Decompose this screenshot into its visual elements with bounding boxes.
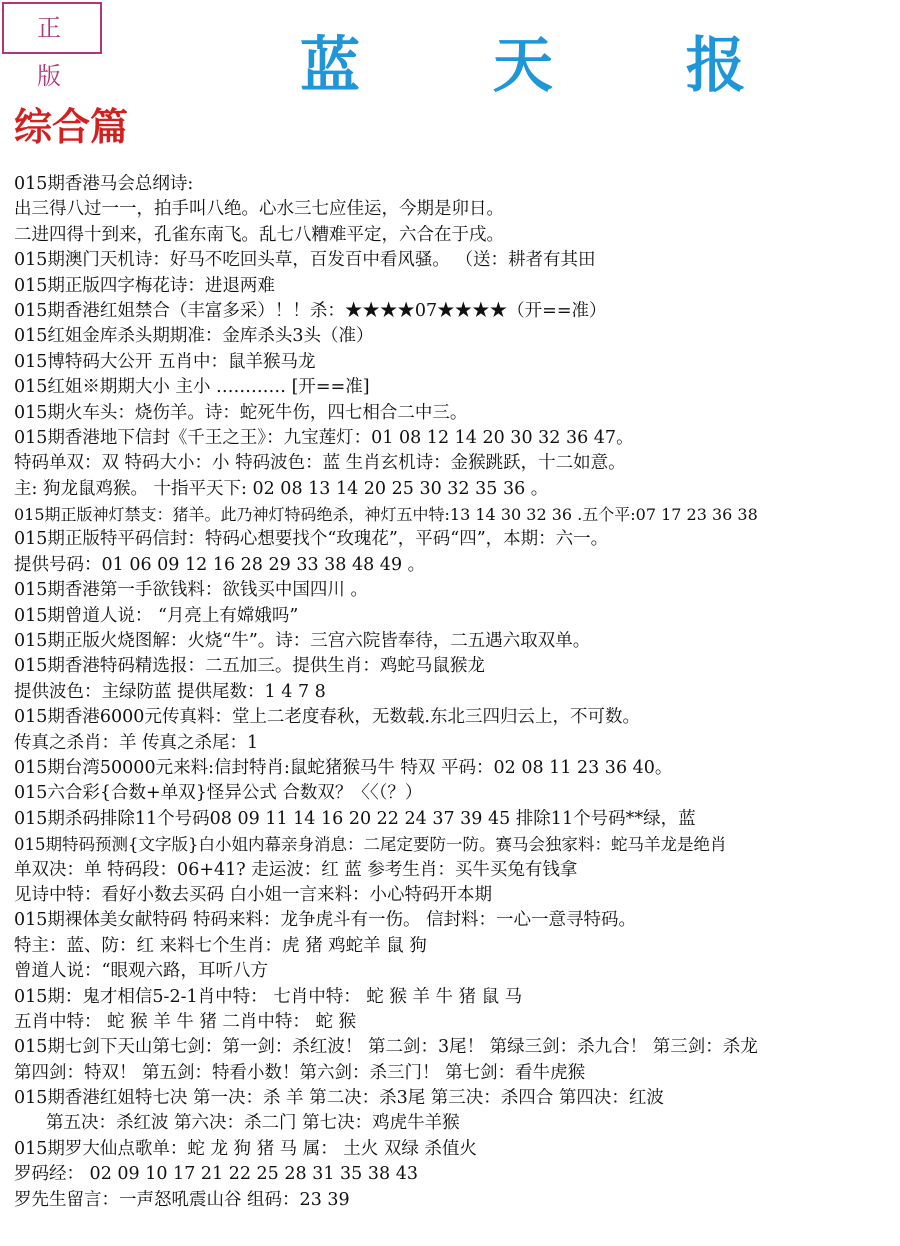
text-line: 015六合彩{合数+单双}怪异公式 合数双？〈〈（？） (14, 783, 423, 804)
text-line: 第四剑：特双！ 第五剑：特看小数！第六剑：杀三门！ 第七剑：看牛虎猴 (14, 1062, 586, 1083)
text-line: 015期正版特平码信封：特码心想要找个“玫瑰花”，平码“四”，本期：六一。 (14, 529, 609, 550)
text-line: 015期火车头：烧伤羊。诗：蛇死牛伤，四七相合二中三。 (14, 402, 468, 423)
text-line: 罗先生留言：一声怒吼震山谷 组码：23 39 (14, 1189, 350, 1210)
text-line: 015期七剑下天山第七剑：第一剑：杀红波！ 第二剑：3尾！ 第绿三剑：杀九合！ 第三剑：杀龙 (14, 1037, 758, 1058)
text-line: 015期香港特码精选报：二五加三。提供生肖：鸡蛇马鼠猴龙 (14, 656, 485, 677)
text-line: 015期：鬼才相信5-2-1肖中特： 七肖中特： 蛇 猴 羊 牛 猪 鼠 马 (14, 986, 523, 1007)
text-line: 015期罗大仙点歌单：蛇 龙 狗 猪 马 属： 土火 双绿 杀值火 (14, 1138, 477, 1159)
text-line: 见诗中特：看好小数去买码 白小姐一言来料：小心特码开本期 (14, 884, 493, 905)
text-line: 015期澳门天机诗：好马不吃回头草，百发百中看风骚。 （送：耕者有其田 (14, 250, 596, 271)
text-line: 015期香港6000元传真料：堂上二老度春秋，无数载.东北三四归云上，不可数。 (14, 707, 640, 728)
text-line: 015期香港红姐特七决 第一决：杀 羊 第二决：杀3尾 第三决：杀四合 第四决：红波 (14, 1088, 664, 1109)
text-line: 015期香港地下信封《千王之王》：九宝莲灯：01 08 12 14 20 30 32 36 47。 (14, 427, 634, 448)
text-line: 五肖中特： 蛇 猴 羊 牛 猪 二肖中特： 蛇 猴 (14, 1011, 357, 1032)
text-line: 曾道人说：“眼观六路，耳听八方 (14, 961, 268, 982)
text-line: 015期正版四字梅花诗：进退两难 (14, 275, 275, 296)
text-line: 二进四得十到来，孔雀东南飞。乱七八糟难平定，六合在于戌。 (14, 224, 504, 245)
text-line: 015期香港红姐禁合（丰富多采）！！杀：★★★★07★★★★（开==准） (14, 300, 607, 321)
text-line: 主: 狗龙鼠鸡猴。 十指平天下: 02 08 13 14 20 25 30 32 35 36 。 (14, 478, 549, 499)
text-line: 015期特码预测{文字版}白小姐内幕亲身消息：二尾定要防一防。赛马会独家料：蛇马羊龙是绝肖 (14, 835, 727, 855)
text-line: 单双决：单 特码段：06+41? 走运波：红 蓝 参考生肖：买牛买兔有钱拿 (14, 859, 578, 880)
article-body (14, 172, 896, 1213)
text-line: 特主：蓝、防：红 来料七个生肖：虎 猪 鸡蛇羊 鼠 狗 (14, 935, 427, 956)
text-line: 015期香港马会总纲诗: (14, 174, 194, 194)
text-line: 015期曾道人说： “月亮上有嫦娥吗” (14, 605, 299, 626)
text-line: 015期正版神灯禁支：猪羊。此乃神灯特码绝杀，神灯五中特:13 14 30 32 36 .五个平:07 17 23 36 38 (14, 505, 758, 525)
newspaper-title: 蓝 天 报 (300, 31, 802, 101)
text-line: 015期杀码排除11个号码08 09 11 14 16 20 22 24 37 39 45 排除11个号码**绿，蓝 (14, 808, 696, 829)
text-line: 015期正版火烧图解：火烧“牛”。诗：三宫六院皆奉待，二五遇六取双单。 (14, 631, 591, 652)
edition-badge: 正 版 (2, 2, 102, 54)
text-line: 罗码经： 02 09 10 17 21 22 25 28 31 35 38 43 (14, 1164, 418, 1185)
text-line: 015红姐金库杀头期期准：金库杀头3头（准） (14, 326, 374, 347)
text-line: 015红姐※期期大小 主小 ………… [开==准] (14, 377, 370, 398)
section-title: 综合篇 (14, 104, 129, 149)
text-line: 015博特码大公开 五肖中：鼠羊猴马龙 (14, 351, 316, 372)
text-line: 015期裸体美女献特码 特码来料：龙争虎斗有一伤。 信封料：一心一意寻特码。 (14, 910, 637, 931)
text-line: 特码单双：双 特码大小：小 特码波色：蓝 生肖玄机诗：金猴跳跃，十二如意。 (14, 453, 626, 474)
text-line: 提供波色：主绿防蓝 提供尾数：1 4 7 8 (14, 681, 326, 702)
text-line: 提供号码：01 06 09 12 16 28 29 33 38 48 49 。 (14, 554, 426, 575)
text-line: 出三得八过一一，拍手叫八绝。心水三七应佳运，今期是卯日。 (14, 199, 504, 220)
text-line: 第五决：杀红波 第六决：杀二门 第七决：鸡虎牛羊猴 (46, 1113, 460, 1134)
text-line: 传真之杀肖：羊 传真之杀尾：1 (14, 732, 259, 753)
text-line: 015期台湾50000元来料:信封特肖:鼠蛇猪猴马牛 特双 平码：02 08 11 23 36 40。 (14, 757, 673, 778)
text-line: 015期香港第一手欲钱料：欲钱买中国四川 。 (14, 580, 368, 601)
